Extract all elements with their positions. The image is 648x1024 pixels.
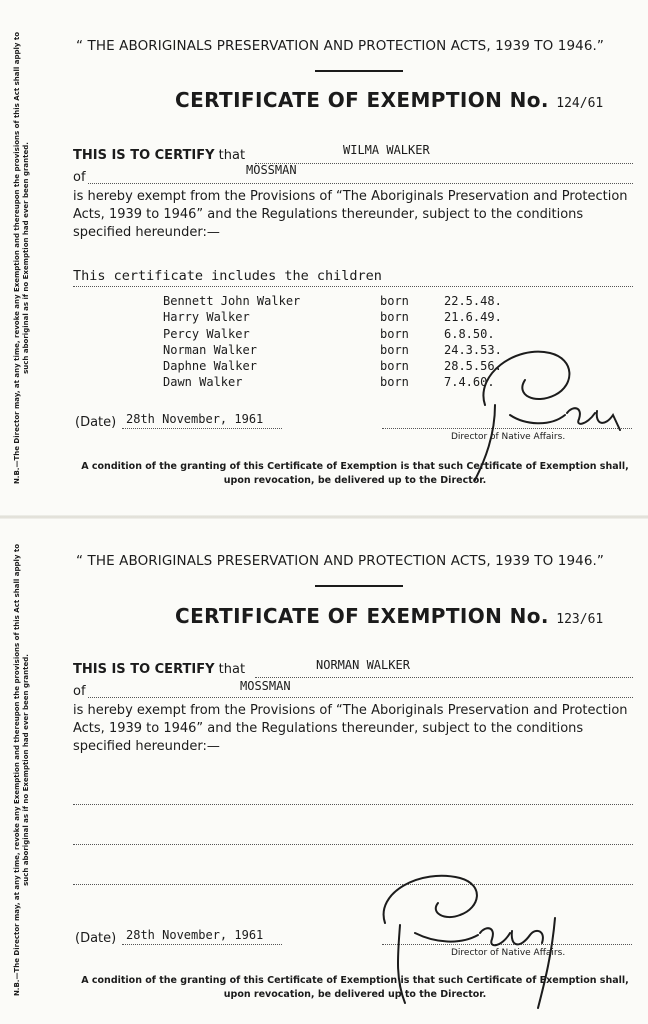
child-born: born bbox=[380, 375, 409, 389]
that-label: that bbox=[218, 662, 246, 677]
certify-line bbox=[73, 148, 245, 163]
child-name: Bennett John Walker bbox=[163, 294, 301, 308]
title-text: CERTIFICATE OF EXEMPTION No. bbox=[175, 88, 549, 112]
nb-note-text: N.B.—The Director may, at any time, revoke any Exemption and thereupon the provisions of this Act shall apply to such aboriginal as if no Exemption had ever been granted. bbox=[13, 543, 30, 997]
place-dotline bbox=[88, 183, 633, 184]
date-label: (Date) bbox=[75, 931, 117, 946]
child-name: Dawn Walker bbox=[163, 375, 243, 389]
issue-date: 28th November, 1961 bbox=[126, 928, 264, 942]
child-date: 24.3.53. bbox=[444, 343, 502, 357]
conditions-dotline bbox=[73, 844, 633, 845]
certificate-title bbox=[175, 604, 603, 628]
child-born: born bbox=[380, 359, 409, 373]
certificate-number: 124/61 bbox=[556, 96, 604, 111]
condition-note: A condition of the granting of this Certificate of Exemption is that such Certificate of Exemption shall, upon revocation, be delivered up to the Director. bbox=[81, 461, 629, 486]
child-born: born bbox=[380, 310, 409, 324]
title-text: CERTIFICATE OF EXEMPTION No. bbox=[175, 604, 549, 628]
child-name: Percy Walker bbox=[163, 327, 250, 341]
date-dotline bbox=[122, 428, 282, 429]
date-label: (Date) bbox=[75, 415, 117, 430]
certify-label: THIS IS TO CERTIFY bbox=[73, 148, 215, 163]
child-name: Norman Walker bbox=[163, 343, 257, 357]
nb-margin-note bbox=[2, 532, 42, 1008]
certify-line bbox=[73, 662, 245, 677]
certificate-123 bbox=[0, 518, 648, 1024]
conditions-dotline bbox=[73, 804, 633, 805]
holder-place: MOSSMAN bbox=[246, 163, 297, 177]
child-name: Daphne Walker bbox=[163, 359, 257, 373]
certificate-number: 123/61 bbox=[556, 612, 604, 627]
certificate-title bbox=[175, 88, 603, 112]
that-label: that bbox=[218, 148, 246, 163]
date-dotline bbox=[122, 944, 282, 945]
nb-note-text: N.B.—The Director may, at any time, revoke any Exemption and thereupon the provisions of this Act shall apply to such aboriginal as if no Exemption had ever been granted. bbox=[13, 31, 30, 485]
child-date: 22.5.48. bbox=[444, 294, 502, 308]
certify-label: THIS IS TO CERTIFY bbox=[73, 662, 215, 677]
children-heading: This certificate includes the children bbox=[73, 268, 382, 284]
of-label: of bbox=[73, 684, 86, 699]
child-name: Harry Walker bbox=[163, 310, 250, 324]
children-dotline bbox=[73, 286, 633, 287]
child-born: born bbox=[380, 343, 409, 357]
place-dotline bbox=[88, 697, 633, 698]
heading-rule bbox=[315, 585, 403, 587]
of-label: of bbox=[73, 170, 86, 185]
child-date: 21.6.49. bbox=[444, 310, 502, 324]
child-date: 6.8.50. bbox=[444, 327, 495, 341]
nb-margin-note bbox=[2, 20, 42, 496]
exemption-body: is hereby exempt from the Provisions of “The Aboriginals Preservation and Protection Acts, 1939 to 1946” and the Regulations thereunder, subject to the conditions specified hereunder:— bbox=[73, 189, 628, 240]
holder-name: WILMA WALKER bbox=[343, 143, 430, 157]
condition-note: A condition of the granting of this Certificate of Exemption is that such Certificate of Exemption shall, upon revocation, be delivered up to the Director. bbox=[81, 975, 629, 1000]
heading-rule bbox=[315, 70, 403, 72]
holder-name: NORMAN WALKER bbox=[316, 658, 410, 672]
holder-place: MOSSMAN bbox=[240, 679, 291, 693]
child-date: 7.4.60. bbox=[444, 375, 495, 389]
child-date: 28.5.56. bbox=[444, 359, 502, 373]
child-born: born bbox=[380, 327, 409, 341]
exemption-body: is hereby exempt from the Provisions of “The Aboriginals Preservation and Protection Acts, 1939 to 1946” and the Regulations thereunder, subject to the conditions specified hereunder:— bbox=[73, 703, 628, 754]
child-born: born bbox=[380, 294, 409, 308]
director-title: Director of Native Affairs. bbox=[451, 432, 566, 442]
acts-heading: “ THE ABORIGINALS PRESERVATION AND PROTECTION ACTS, 1939 TO 1946.” bbox=[76, 38, 604, 54]
name-dotline bbox=[255, 163, 633, 164]
name-dotline bbox=[255, 677, 633, 678]
director-title: Director of Native Affairs. bbox=[451, 948, 566, 958]
acts-heading: “ THE ABORIGINALS PRESERVATION AND PROTECTION ACTS, 1939 TO 1946.” bbox=[76, 553, 604, 569]
issue-date: 28th November, 1961 bbox=[126, 412, 264, 426]
